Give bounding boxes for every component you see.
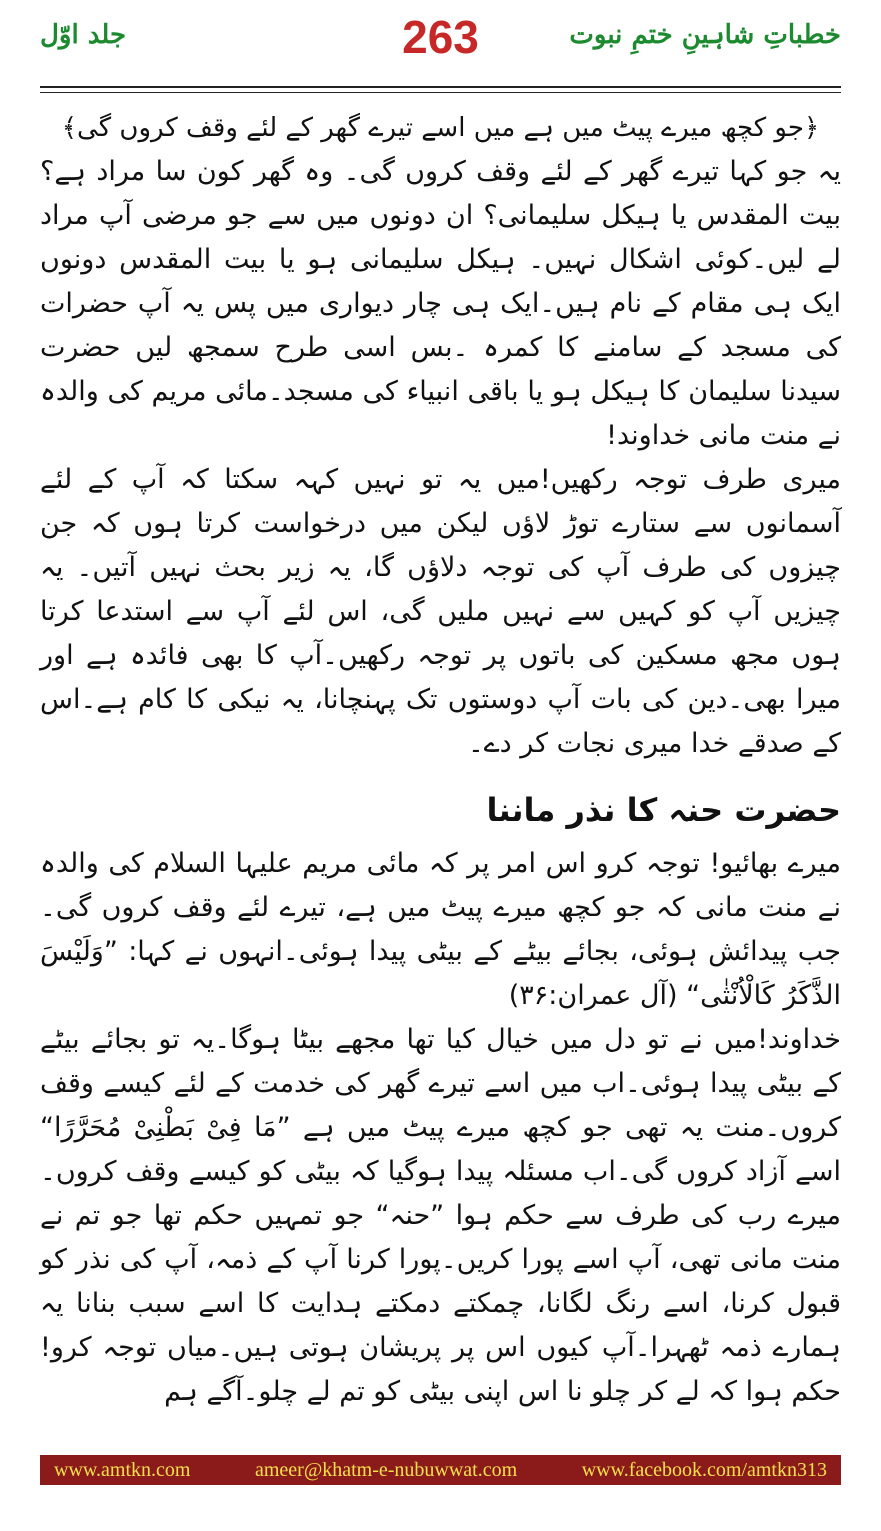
paragraph-1: یہ جو کہا تیرے گھر کے لئے وقف کروں گی۔ وہ گھر کون سا مراد ہے؟ بیت المقدس یا ہیکل سلیمانی؟ ان دونوں میں سے جو مرضی آپ مراد لے لیں۔کوئی اشکال نہیں۔ ہیکل سلیمانی ہو یا بیت المقدس دونوں ایک ہی مقام کے نام ہیں۔ایک ہی چار دیواری میں پس یہ آپ حضرات کی مسجد کے سامنے کا کمرہ ۔بس اسی طرح سمجھ لیں حضرت سیدنا سلیمان کا ہیکل ہو یا باقی انبیاء کی مسجد۔مائی مریم کی والدہ نے منت مانی خداوند! (40, 156, 841, 451)
volume-label: جلد اوّل (40, 20, 127, 50)
paragraph-4: خداوند!میں نے تو دل میں خیال کیا تھا مجھے بیٹا ہوگا۔یہ تو بجائے بیٹے کے بیٹی پیدا ہوئی۔اب میں اسے تیرے گھر کی خدمت کے لئے کیسے وقف کروں۔منت یہ تھی جو کچھ میرے پیٹ میں ہے ”مَا فِیْ بَطْنِیْ مُحَرَّرًا“ اسے آزاد کروں گی۔اب مسئلہ پیدا ہوگیا کہ بیٹی کو کیسے وقف کروں۔میرے رب کی طرف سے حکم ہوا ”حنہ“ جو تمہیں حکم تھا جو تم نے منت مانی تھی، آپ اسے پورا کریں۔پورا کرنا آپ کے ذمہ، آپ کی نذر کو قبول کرنا، اسے رنگ لگانا، چمکتے دمکتے ہدایت کا اسے سبب بنانا یہ ہمارے ذمہ ٹھہرا۔آپ کیوں اس پر پریشان ہوتی ہیں۔میاں توجہ کرو!حکم ہوا کہ لے کر چلو نا اس اپنی بیٹی کو تم لے چلو۔آگے ہم (40, 1024, 841, 1407)
footer-website-link[interactable]: www.amtkn.com (54, 1458, 191, 1481)
header-rule-bottom (40, 92, 841, 93)
quran-quote: ﴿جو کچھ میرے پیٹ میں ہے میں اسے تیرے گھر کے لئے وقف کروں گی﴾ (61, 113, 820, 143)
header-rule-top (40, 86, 841, 88)
footer-facebook-link[interactable]: www.facebook.com/amtkn313 (581, 1458, 827, 1481)
paragraph-2: میری طرف توجہ رکھیں!میں یہ تو نہیں کہہ سکتا کہ آپ کے لئے آسمانوں سے ستارے توڑ لاؤں لیکن میں درخواست کرتا ہوں کہ جن چیزوں کی طرف آپ کی توجہ دلاؤں گا، یہ زیر بحث نہیں آتیں۔ یہ چیزیں آپ کو کہیں سے نہیں ملیں گی، اس لئے آپ سے استدعا کرتا ہوں مجھ مسکین کی باتوں پر توجہ رکھیں۔آپ کا بھی فائدہ ہے اور میرا بھی۔دین کی بات آپ دوستوں تک پہنچانا، یہ نیکی کا کام ہے۔اس کے صدقے خدا میری نجات کر دے۔ (40, 464, 841, 759)
paragraph-3: میرے بھائیو! توجہ کرو اس امر پر کہ مائی مریم علیہا السلام کی والدہ نے منت مانی کہ جو کچھ میرے پیٹ میں ہے، تیرے لئے وقف کروں گی۔جب پیدائش ہوئی، بجائے بیٹے کے بیٹی پیدا ہوئی۔انہوں نے کہا: ”وَلَیْسَ الذَّکَرُ کَالْاُنْثٰی“ (آل عمران:۳۶) (40, 848, 841, 1011)
book-title: خطباتِ شاہینِ ختمِ نبوت (569, 20, 841, 50)
page-header (0, 0, 881, 96)
page-body (40, 106, 841, 1414)
page-number: 263 (402, 11, 479, 63)
footer-email-link[interactable]: ameer@khatm-e-nubuwwat.com (254, 1458, 518, 1481)
page-footer (40, 1455, 841, 1485)
section-heading: حضرت حنہ کا نذر ماننا (486, 791, 841, 829)
